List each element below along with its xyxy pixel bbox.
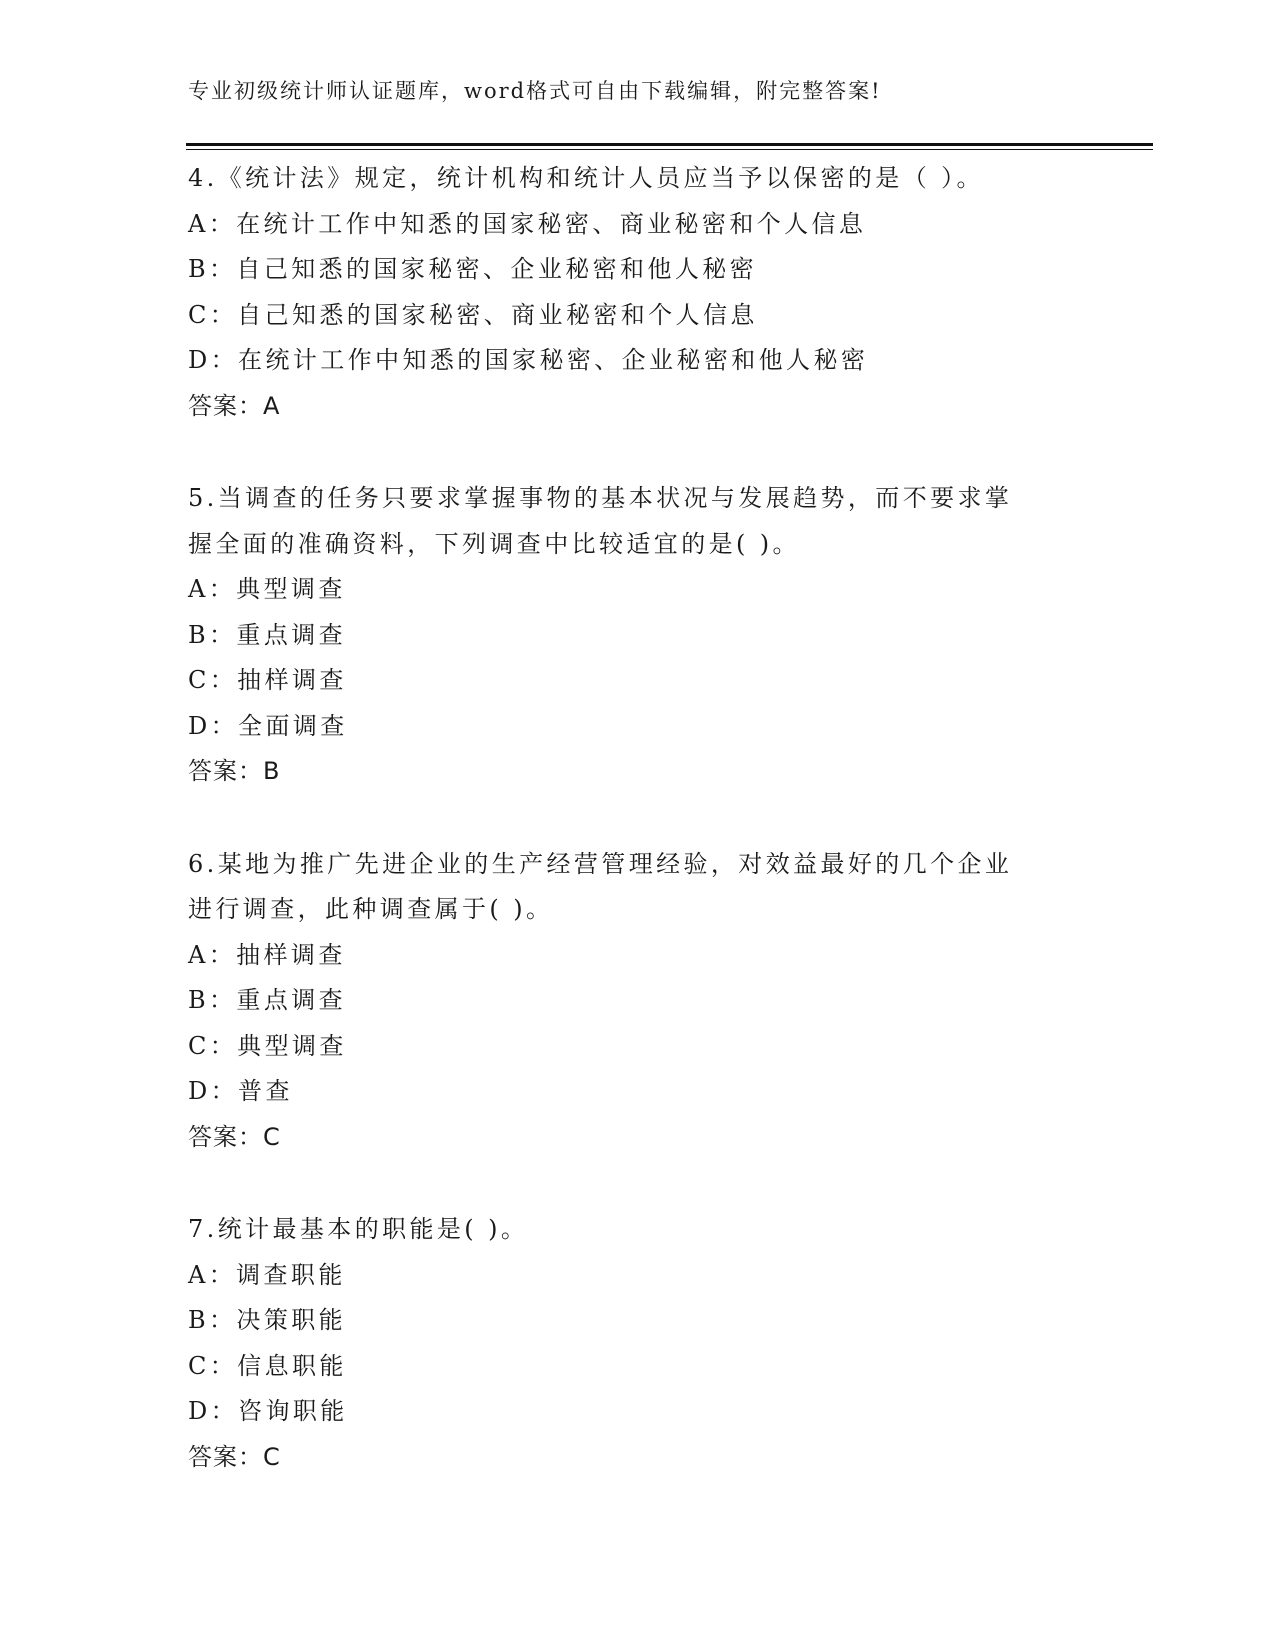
option-a: A：典型调查 xyxy=(188,575,346,603)
option-c: C：信息职能 xyxy=(188,1351,347,1380)
option-d: D：咨询职能 xyxy=(188,1397,348,1425)
question-7 xyxy=(188,1207,1088,1480)
option-b: B：重点调查 xyxy=(188,986,347,1014)
question-stem: 5.当调查的任务只要求掌握事物的基本状况与发展趋势，而不要求掌 xyxy=(188,484,1013,512)
header-divider-thick xyxy=(186,143,1153,146)
option-a: A：调查职能 xyxy=(188,1260,346,1289)
option-c: C：抽样调查 xyxy=(188,666,347,694)
page-header: 专业初级统计师认证题库，word格式可自由下载编辑，附完整答案! xyxy=(188,79,882,103)
option-d: D：在统计工作中知悉的国家秘密、企业秘密和他人秘密 xyxy=(188,346,869,374)
option-a: A：抽样调查 xyxy=(188,940,346,969)
question-list xyxy=(188,156,1088,1527)
question-stem: 6.某地为推广先进企业的生产经营管理经验，对效益最好的几个企业 xyxy=(188,849,1013,878)
option-a: A：在统计工作中知悉的国家秘密、商业秘密和个人信息 xyxy=(188,209,867,238)
option-c: C：自己知悉的国家秘密、商业秘密和个人信息 xyxy=(188,300,758,329)
header-divider-thin xyxy=(186,149,1153,150)
option-b: B：重点调查 xyxy=(188,620,347,649)
option-d: D：普查 xyxy=(188,1077,293,1105)
question-stem-continued: 进行调查，此种调查属于( )。 xyxy=(188,895,554,923)
answer-line: 答案：B xyxy=(188,757,281,785)
question-stem: 7.统计最基本的职能是( )。 xyxy=(188,1215,529,1243)
option-d: D：全面调查 xyxy=(188,711,348,740)
question-6 xyxy=(188,842,1088,1161)
question-5 xyxy=(188,476,1088,795)
answer-line: 答案：C xyxy=(188,1442,281,1471)
option-c: C：典型调查 xyxy=(188,1031,347,1060)
question-stem: 4.《统计法》规定，统计机构和统计人员应当予以保密的是（ ）。 xyxy=(188,164,984,192)
answer-line: 答案：C xyxy=(188,1122,281,1151)
question-stem-continued: 握全面的准确资料，下列调查中比较适宜的是( )。 xyxy=(188,529,800,558)
option-b: B：自己知悉的国家秘密、企业秘密和他人秘密 xyxy=(188,255,758,283)
answer-line: 答案：A xyxy=(188,391,281,420)
option-b: B：决策职能 xyxy=(188,1306,347,1334)
question-4 xyxy=(188,156,1088,429)
